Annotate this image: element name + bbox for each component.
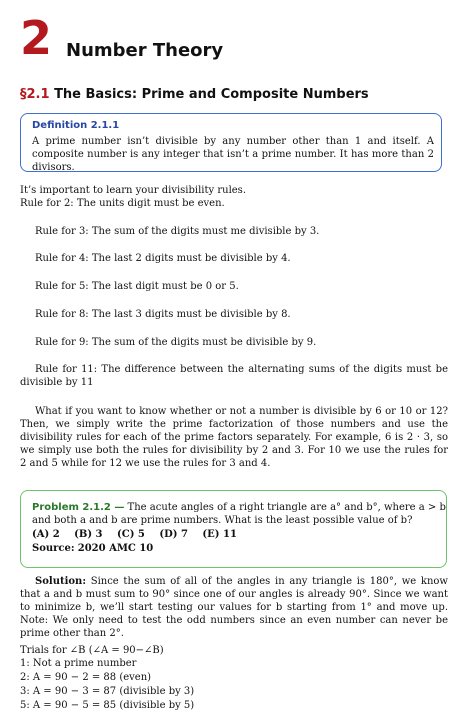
trial-line: 3: A = 90 − 3 = 87 (divisible by 3) <box>20 686 195 697</box>
rule-item: Rule for 4: The last 2 digits must be divisible by 4. <box>35 253 291 264</box>
choice-b: (B) 3 <box>74 529 103 540</box>
problem-title: Problem 2.1.2 — <box>32 502 125 513</box>
trial-line: 1: Not a prime number <box>20 658 137 669</box>
solution-label: Solution: <box>35 576 87 587</box>
choice-a: (A) 2 <box>32 529 60 540</box>
body-paragraph: What if you want to know whether or not a number is divisible by 6 or 10 or 12? Then, we simply write the prime factorization of those numbers and use the divisibility rules for each of the prime factors separately. For example, 6 is 2 · 3, so we simply use both the rules for divisibility by 2 and 3. For 10 we use the rules for 2 and 5 while for 12 we use the rules for 3 and 4. <box>20 406 448 469</box>
solution-paragraph <box>20 575 448 640</box>
choice-d: (D) 7 <box>159 529 188 540</box>
problem-statement-line2: and both a and b are prime numbers. What is the least possible value of b? <box>32 515 413 526</box>
rule-item: Rule for 9: The sum of the digits must be divisible by 9. <box>35 337 317 348</box>
intro-line: It’s important to learn your divisibility rules. <box>20 185 246 196</box>
answer-choices <box>32 528 442 541</box>
trial-line: 5: A = 90 − 5 = 85 (divisible by 5) <box>20 700 195 711</box>
rule-item: Rule for 8: The last 3 digits must be divisible by 8. <box>35 309 291 320</box>
solution-text: Since the sum of all of the angles in any triangle is 180°, we know that a and b must sum to 90° since one of our angles is already 90°. Since we want to minimize b, we’ll start testing our values for b starting from 1° and move up. Note: We only need to test the odd numbers since an even number can never be prime other than 2°. <box>20 576 448 639</box>
definition-text: A prime number isn’t divisible by any number other than 1 and itself. A composite number is any integer that isn’t a prime number. It has more than 2 divisors. <box>32 136 434 173</box>
problem-box <box>20 490 447 568</box>
section-title: The Basics: Prime and Composite Numbers <box>54 87 369 102</box>
definition-box <box>20 113 442 172</box>
problem-statement-line1 <box>32 501 446 514</box>
rule-item: Rule for 5: The last digit must be 0 or 5. <box>35 281 239 292</box>
definition-title: Definition 2.1.1 <box>32 120 120 131</box>
chapter-title: Number Theory <box>66 40 224 61</box>
chapter-number: 2 <box>20 11 53 65</box>
trials-heading: Trials for ∠B (∠A = 90−∠B) <box>20 645 164 656</box>
problem-source <box>32 542 442 555</box>
choice-e: (E) 11 <box>202 529 237 540</box>
source-label: Source: <box>32 543 75 554</box>
source-value: 2020 AMC 10 <box>77 543 154 554</box>
rule-item: Rule for 11: The difference between the alternating sums of the digits must be divisible by 11 <box>20 364 448 388</box>
rule-item: Rule for 3: The sum of the digits must me divisible by 3. <box>35 226 320 237</box>
problem-text: The acute angles of a right triangle are a° and b°, where a > b <box>127 502 446 513</box>
section-number: §2.1 <box>20 87 50 102</box>
intro-line: Rule for 2: The units digit must be even. <box>20 198 225 209</box>
trial-line: 2: A = 90 − 2 = 88 (even) <box>20 672 152 683</box>
section-heading <box>20 86 369 104</box>
choice-c: (C) 5 <box>117 529 145 540</box>
